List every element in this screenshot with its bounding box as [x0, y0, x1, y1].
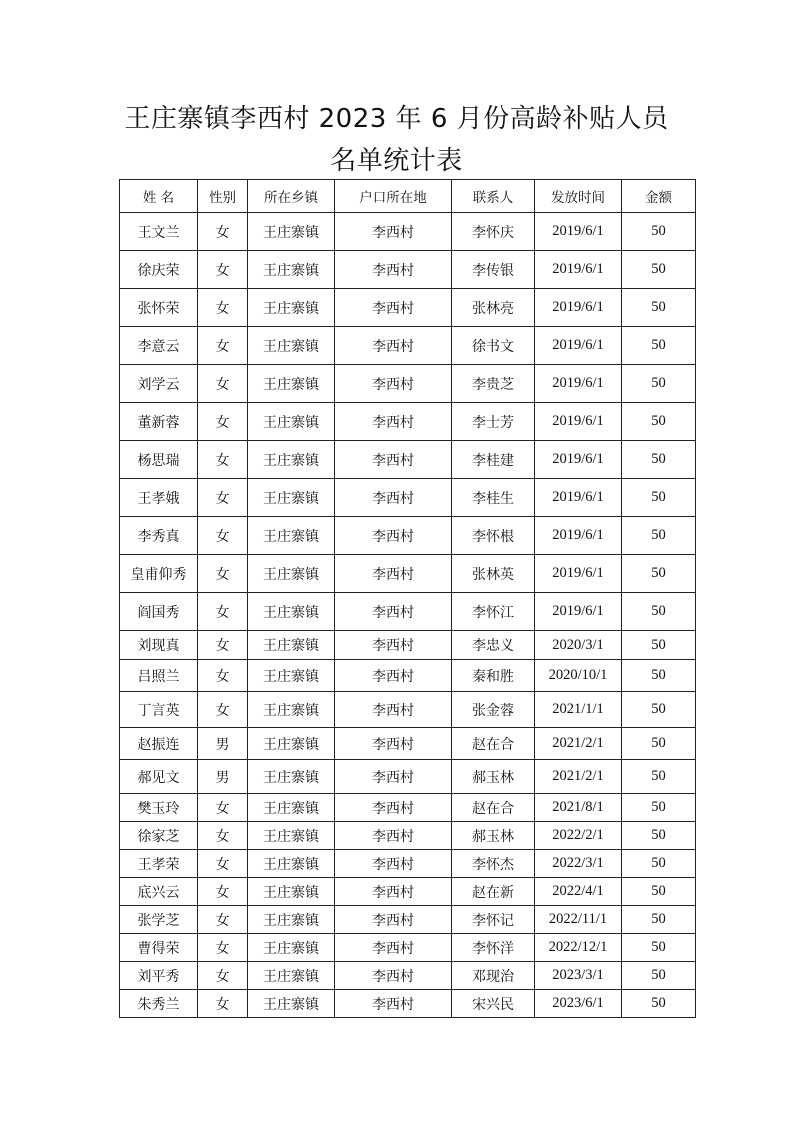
cell-issue-date: 2019/6/1: [535, 213, 622, 251]
cell-issue-date: 2019/6/1: [535, 365, 622, 403]
cell-amount: 50: [622, 850, 696, 878]
cell-amount: 50: [622, 990, 696, 1018]
cell-township: 王庄寨镇: [248, 593, 335, 631]
cell-residence: 李西村: [335, 660, 452, 692]
cell-residence: 李西村: [335, 441, 452, 479]
cell-name: 丁言英: [120, 692, 198, 728]
cell-amount: 50: [622, 962, 696, 990]
cell-issue-date: 2022/12/1: [535, 934, 622, 962]
cell-issue-date: 2021/1/1: [535, 692, 622, 728]
header-issue-date: 发放时间: [535, 180, 622, 213]
cell-township: 王庄寨镇: [248, 878, 335, 906]
table-row: [120, 728, 696, 760]
table-row: [120, 850, 696, 878]
cell-name: 底兴云: [120, 878, 198, 906]
cell-contact: 徐书文: [452, 327, 535, 365]
cell-gender: 女: [198, 692, 248, 728]
cell-residence: 李西村: [335, 794, 452, 822]
cell-residence: 李西村: [335, 728, 452, 760]
cell-gender: 女: [198, 962, 248, 990]
table-row: [120, 555, 696, 593]
cell-amount: 50: [622, 593, 696, 631]
cell-gender: 女: [198, 251, 248, 289]
cell-contact: 赵在合: [452, 794, 535, 822]
table-row: [120, 365, 696, 403]
cell-contact: 李桂生: [452, 479, 535, 517]
cell-township: 王庄寨镇: [248, 934, 335, 962]
subsidy-table: [119, 179, 696, 1018]
cell-amount: 50: [622, 555, 696, 593]
cell-gender: 女: [198, 441, 248, 479]
cell-issue-date: 2019/6/1: [535, 289, 622, 327]
cell-township: 王庄寨镇: [248, 822, 335, 850]
table-row: [120, 794, 696, 822]
cell-residence: 李西村: [335, 692, 452, 728]
cell-issue-date: 2019/6/1: [535, 403, 622, 441]
cell-issue-date: 2021/2/1: [535, 760, 622, 794]
cell-residence: 李西村: [335, 593, 452, 631]
cell-name: 赵振连: [120, 728, 198, 760]
table-row: [120, 251, 696, 289]
cell-residence: 李西村: [335, 850, 452, 878]
table-row: [120, 760, 696, 794]
cell-amount: 50: [622, 251, 696, 289]
cell-gender: 女: [198, 213, 248, 251]
cell-issue-date: 2019/6/1: [535, 479, 622, 517]
cell-gender: 男: [198, 760, 248, 794]
table-row: [120, 327, 696, 365]
cell-contact: 李怀杰: [452, 850, 535, 878]
cell-name: 张学芝: [120, 906, 198, 934]
cell-amount: 50: [622, 327, 696, 365]
cell-contact: 李士芳: [452, 403, 535, 441]
cell-issue-date: 2023/6/1: [535, 990, 622, 1018]
cell-contact: 张林亮: [452, 289, 535, 327]
table-row: [120, 878, 696, 906]
cell-township: 王庄寨镇: [248, 794, 335, 822]
cell-name: 王孝娥: [120, 479, 198, 517]
cell-amount: 50: [622, 365, 696, 403]
cell-name: 杨思瑞: [120, 441, 198, 479]
cell-contact: 李怀庆: [452, 213, 535, 251]
cell-amount: 50: [622, 631, 696, 660]
cell-amount: 50: [622, 760, 696, 794]
cell-gender: 女: [198, 593, 248, 631]
cell-gender: 女: [198, 878, 248, 906]
cell-residence: 李西村: [335, 760, 452, 794]
table-row: [120, 692, 696, 728]
cell-name: 张怀荣: [120, 289, 198, 327]
cell-contact: 郝玉林: [452, 760, 535, 794]
header-township: 所在乡镇: [248, 180, 335, 213]
header-registered-residence: 户口所在地: [335, 180, 452, 213]
cell-name: 朱秀兰: [120, 990, 198, 1018]
cell-name: 吕照兰: [120, 660, 198, 692]
cell-township: 王庄寨镇: [248, 251, 335, 289]
cell-residence: 李西村: [335, 990, 452, 1018]
cell-township: 王庄寨镇: [248, 906, 335, 934]
cell-issue-date: 2023/3/1: [535, 962, 622, 990]
cell-issue-date: 2019/6/1: [535, 593, 622, 631]
cell-amount: 50: [622, 934, 696, 962]
cell-township: 王庄寨镇: [248, 850, 335, 878]
cell-gender: 女: [198, 934, 248, 962]
cell-township: 王庄寨镇: [248, 728, 335, 760]
header-gender: 性别: [198, 180, 248, 213]
cell-residence: 李西村: [335, 906, 452, 934]
cell-township: 王庄寨镇: [248, 213, 335, 251]
cell-issue-date: 2022/3/1: [535, 850, 622, 878]
cell-name: 董新蓉: [120, 403, 198, 441]
cell-name: 郝见文: [120, 760, 198, 794]
cell-issue-date: 2022/4/1: [535, 878, 622, 906]
cell-name: 刘学云: [120, 365, 198, 403]
cell-contact: 张林英: [452, 555, 535, 593]
cell-amount: 50: [622, 878, 696, 906]
cell-amount: 50: [622, 213, 696, 251]
cell-issue-date: 2019/6/1: [535, 251, 622, 289]
cell-name: 徐家芝: [120, 822, 198, 850]
cell-contact: 李怀洋: [452, 934, 535, 962]
cell-contact: 张金蓉: [452, 692, 535, 728]
cell-contact: 秦和胜: [452, 660, 535, 692]
cell-contact: 李怀江: [452, 593, 535, 631]
cell-name: 樊玉玲: [120, 794, 198, 822]
cell-contact: 赵在合: [452, 728, 535, 760]
cell-gender: 女: [198, 660, 248, 692]
table-row: [120, 822, 696, 850]
cell-residence: 李西村: [335, 878, 452, 906]
cell-gender: 女: [198, 403, 248, 441]
cell-residence: 李西村: [335, 403, 452, 441]
cell-issue-date: 2020/10/1: [535, 660, 622, 692]
table-row: [120, 990, 696, 1018]
cell-township: 王庄寨镇: [248, 760, 335, 794]
cell-amount: 50: [622, 692, 696, 728]
cell-amount: 50: [622, 728, 696, 760]
cell-gender: 女: [198, 631, 248, 660]
cell-name: 阎国秀: [120, 593, 198, 631]
cell-township: 王庄寨镇: [248, 631, 335, 660]
cell-township: 王庄寨镇: [248, 555, 335, 593]
cell-issue-date: 2022/2/1: [535, 822, 622, 850]
cell-name: 王孝荣: [120, 850, 198, 878]
cell-township: 王庄寨镇: [248, 479, 335, 517]
table-row: [120, 441, 696, 479]
cell-residence: 李西村: [335, 962, 452, 990]
cell-issue-date: 2021/2/1: [535, 728, 622, 760]
cell-contact: 宋兴民: [452, 990, 535, 1018]
cell-gender: 女: [198, 555, 248, 593]
cell-residence: 李西村: [335, 934, 452, 962]
table-row: [120, 289, 696, 327]
table-row: [120, 593, 696, 631]
table-row: [120, 631, 696, 660]
cell-issue-date: 2019/6/1: [535, 555, 622, 593]
cell-residence: 李西村: [335, 251, 452, 289]
cell-residence: 李西村: [335, 213, 452, 251]
cell-contact: 李贵芝: [452, 365, 535, 403]
table-row: [120, 517, 696, 555]
cell-amount: 50: [622, 441, 696, 479]
cell-contact: 李怀根: [452, 517, 535, 555]
document-title-line-2: 名单统计表: [330, 146, 463, 176]
cell-name: 徐庆荣: [120, 251, 198, 289]
cell-township: 王庄寨镇: [248, 660, 335, 692]
cell-residence: 李西村: [335, 327, 452, 365]
cell-township: 王庄寨镇: [248, 327, 335, 365]
cell-gender: 女: [198, 365, 248, 403]
cell-gender: 女: [198, 479, 248, 517]
cell-residence: 李西村: [335, 517, 452, 555]
cell-gender: 女: [198, 517, 248, 555]
cell-contact: 赵在新: [452, 878, 535, 906]
table-row: [120, 403, 696, 441]
cell-contact: 郝玉林: [452, 822, 535, 850]
cell-amount: 50: [622, 289, 696, 327]
header-name: 姓 名: [120, 180, 198, 213]
cell-amount: 50: [622, 517, 696, 555]
table-header-row: [120, 180, 696, 213]
cell-township: 王庄寨镇: [248, 962, 335, 990]
cell-issue-date: 2020/3/1: [535, 631, 622, 660]
cell-residence: 李西村: [335, 289, 452, 327]
cell-township: 王庄寨镇: [248, 289, 335, 327]
cell-gender: 女: [198, 850, 248, 878]
table-row: [120, 213, 696, 251]
table-row: [120, 660, 696, 692]
cell-name: 皇甫仰秀: [120, 555, 198, 593]
cell-issue-date: 2021/8/1: [535, 794, 622, 822]
cell-contact: 李桂建: [452, 441, 535, 479]
cell-township: 王庄寨镇: [248, 692, 335, 728]
cell-gender: 女: [198, 906, 248, 934]
header-amount: 金额: [622, 180, 696, 213]
cell-contact: 李传银: [452, 251, 535, 289]
cell-gender: 女: [198, 990, 248, 1018]
cell-amount: 50: [622, 822, 696, 850]
cell-residence: 李西村: [335, 631, 452, 660]
cell-issue-date: 2022/11/1: [535, 906, 622, 934]
cell-amount: 50: [622, 906, 696, 934]
table-row: [120, 479, 696, 517]
cell-township: 王庄寨镇: [248, 403, 335, 441]
cell-name: 李秀真: [120, 517, 198, 555]
cell-name: 李意云: [120, 327, 198, 365]
cell-township: 王庄寨镇: [248, 441, 335, 479]
cell-residence: 李西村: [335, 822, 452, 850]
cell-township: 王庄寨镇: [248, 365, 335, 403]
table-row: [120, 962, 696, 990]
cell-name: 刘平秀: [120, 962, 198, 990]
cell-residence: 李西村: [335, 555, 452, 593]
cell-gender: 女: [198, 794, 248, 822]
cell-amount: 50: [622, 660, 696, 692]
cell-gender: 女: [198, 327, 248, 365]
cell-issue-date: 2019/6/1: [535, 517, 622, 555]
cell-issue-date: 2019/6/1: [535, 441, 622, 479]
cell-amount: 50: [622, 794, 696, 822]
cell-residence: 李西村: [335, 479, 452, 517]
cell-township: 王庄寨镇: [248, 517, 335, 555]
cell-name: 曹得荣: [120, 934, 198, 962]
cell-contact: 邓现治: [452, 962, 535, 990]
table-row: [120, 934, 696, 962]
cell-name: 刘现真: [120, 631, 198, 660]
cell-amount: 50: [622, 403, 696, 441]
header-contact: 联系人: [452, 180, 535, 213]
cell-contact: 李怀记: [452, 906, 535, 934]
cell-gender: 男: [198, 728, 248, 760]
cell-amount: 50: [622, 479, 696, 517]
cell-issue-date: 2019/6/1: [535, 327, 622, 365]
cell-gender: 女: [198, 822, 248, 850]
table-row: [120, 906, 696, 934]
cell-gender: 女: [198, 289, 248, 327]
cell-residence: 李西村: [335, 365, 452, 403]
cell-name: 王文兰: [120, 213, 198, 251]
cell-township: 王庄寨镇: [248, 990, 335, 1018]
document-title-line-1: 王庄寨镇李西村 2023 年 6 月份高龄补贴人员: [124, 104, 669, 134]
cell-contact: 李忠义: [452, 631, 535, 660]
